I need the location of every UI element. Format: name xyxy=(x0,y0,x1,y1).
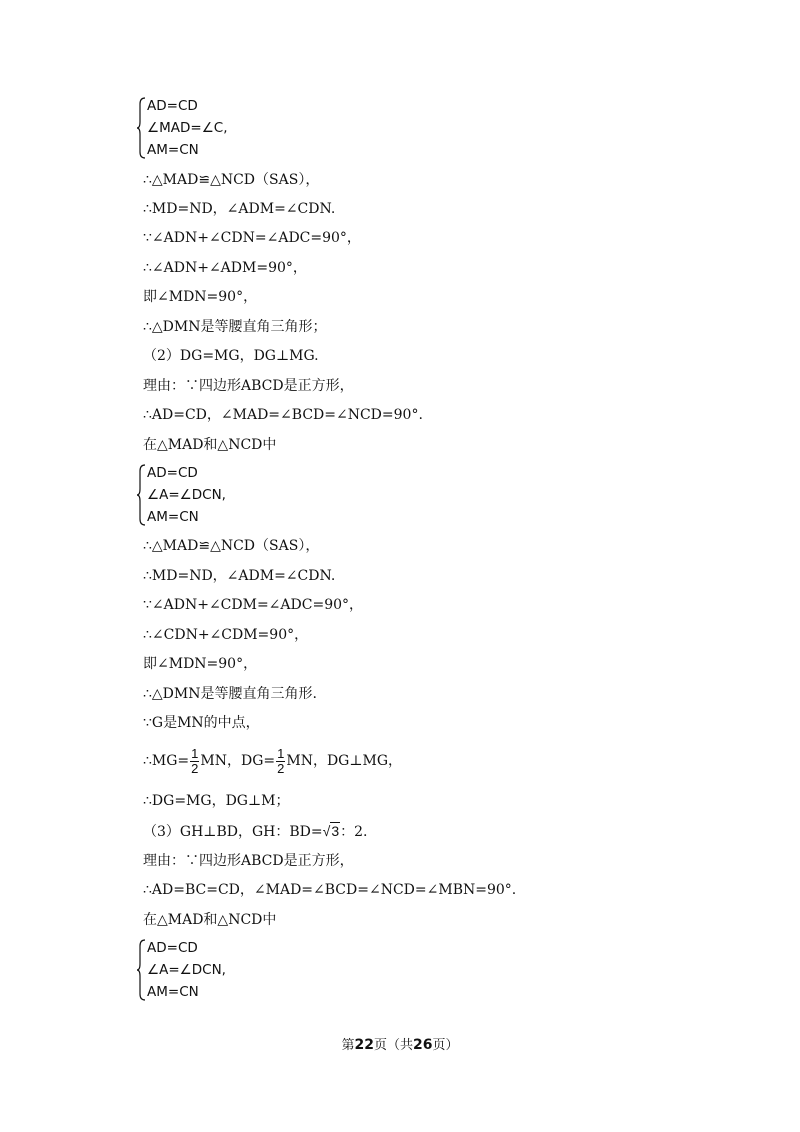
proof-line: 理由：∵四边形ABCD是正方形， xyxy=(143,853,354,869)
proof-line: 在△MAD和△NCD中 xyxy=(143,437,277,453)
fraction-numerator: 1 xyxy=(191,745,199,761)
proof-line: 即∠MDN=90°， xyxy=(143,289,258,305)
text-segment: ：2. xyxy=(340,824,368,840)
left-brace-icon xyxy=(137,938,147,1002)
equation-system xyxy=(137,463,337,527)
page-footer xyxy=(0,1034,800,1053)
equation-system xyxy=(137,96,337,160)
proof-line: ∴△DMN是等腰直角三角形； xyxy=(143,319,327,335)
system-row: ∠A=∠DCN, xyxy=(147,487,226,503)
left-brace-icon xyxy=(137,463,147,527)
system-row: AD=CD xyxy=(147,98,198,114)
text-segment: MN，DG= xyxy=(200,753,276,769)
text-segment: （3）GH⊥BD，GH：BD= xyxy=(143,824,323,840)
system-row: AM=CN xyxy=(147,142,199,158)
proof-line: ∵∠ADN+∠CDM=∠ADC=90°， xyxy=(143,597,364,613)
left-brace-icon xyxy=(137,96,147,160)
proof-line: ∴△DMN是等腰直角三角形. xyxy=(143,686,317,702)
fraction-denominator: 2 xyxy=(277,760,285,776)
system-row: ∠A=∠DCN, xyxy=(147,962,226,978)
total-page-count: 26 xyxy=(413,1037,433,1053)
footer-mid: 页（共 xyxy=(373,1038,413,1053)
fraction-numerator: 1 xyxy=(277,745,285,761)
radicand: 3 xyxy=(331,823,340,839)
footer-suffix: 页） xyxy=(432,1038,459,1053)
current-page-number: 22 xyxy=(354,1037,374,1053)
proof-line: ∴△MAD≌△NCD（SAS）， xyxy=(143,172,320,188)
proof-line: 理由：∵四边形ABCD是正方形， xyxy=(143,378,354,394)
proof-line-sqrt xyxy=(143,822,367,841)
proof-line-fractions xyxy=(143,744,402,778)
square-root xyxy=(323,822,340,840)
proof-line: ∴∠CDN+∠CDM=90°， xyxy=(143,627,309,643)
proof-line: ∴AD=CD，∠MAD=∠BCD=∠NCD=90°. xyxy=(143,407,423,423)
system-row: AM=CN xyxy=(147,509,199,525)
proof-line: 在△MAD和△NCD中 xyxy=(143,912,277,928)
proof-line: ∴DG=MG，DG⊥M； xyxy=(143,793,290,809)
proof-line: ∴△MAD≌△NCD（SAS）， xyxy=(143,538,320,554)
system-row: AD=CD xyxy=(147,940,198,956)
proof-line: ∵G是MN的中点， xyxy=(143,715,260,731)
system-row: AD=CD xyxy=(147,465,198,481)
system-row: AM=CN xyxy=(147,984,199,1000)
text-segment: ∴MG= xyxy=(143,753,190,769)
system-row: ∠MAD=∠C, xyxy=(147,120,228,136)
radical-sign-icon: √ xyxy=(322,823,331,839)
proof-line: 即∠MDN=90°， xyxy=(143,656,258,672)
proof-line: ∵∠ADN+∠CDN=∠ADC=90°， xyxy=(143,230,361,246)
fraction xyxy=(190,747,199,776)
text-segment: MN，DG⊥MG， xyxy=(286,753,403,769)
fraction-denominator: 2 xyxy=(191,760,199,776)
proof-line: ∴MD=ND，∠ADM=∠CDN. xyxy=(143,201,336,217)
fraction xyxy=(276,747,285,776)
proof-line: ∴AD=BC=CD，∠MAD=∠BCD=∠NCD=∠MBN=90°. xyxy=(143,882,517,898)
proof-line: ∴MD=ND，∠ADM=∠CDN. xyxy=(143,568,336,584)
footer-prefix: 第 xyxy=(341,1038,355,1053)
proof-line: （2）DG=MG，DG⊥MG. xyxy=(143,348,319,364)
proof-line: ∴∠ADN+∠ADM=90°， xyxy=(143,260,307,276)
equation-system xyxy=(137,938,337,1002)
